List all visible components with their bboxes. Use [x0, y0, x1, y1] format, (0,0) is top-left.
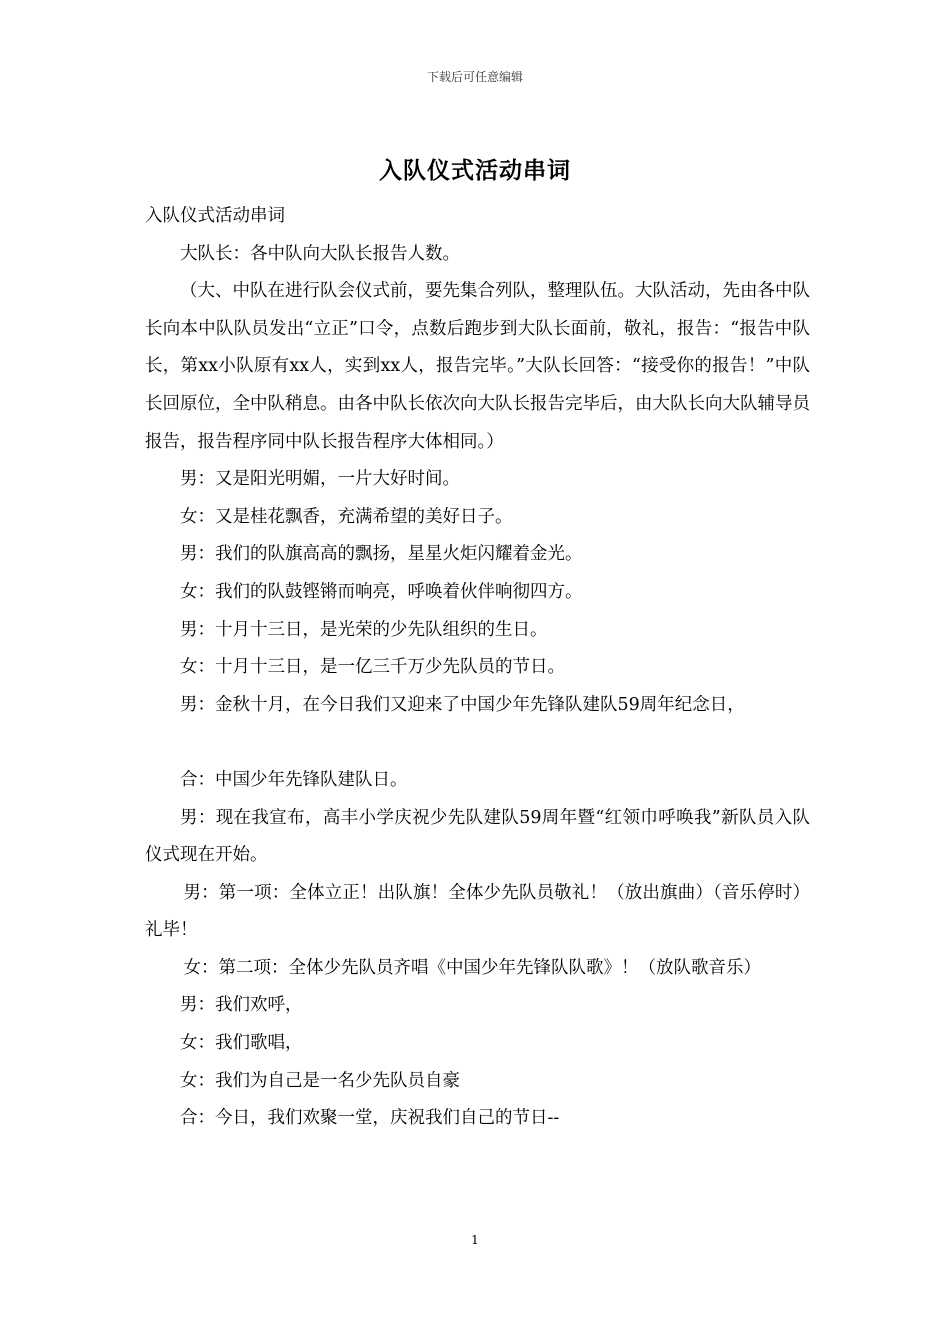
- paragraph: 合：中国少年先锋队建队日。: [180, 769, 408, 790]
- paragraph: 女：我们的队鼓铿锵而响亮，呼唤着伙伴响彻四方。: [180, 581, 583, 602]
- paragraph: 男：金秋十月，在今日我们又迎来了中国少年先锋队建队59周年纪念日，: [180, 694, 745, 715]
- document-body: [145, 198, 810, 1138]
- document-title: 入队仪式活动串词: [379, 158, 571, 184]
- paragraph: 女：我们为自己是一名少先队员自豪: [180, 1070, 460, 1091]
- paragraph: （大、中队在进行队会仪式前，要先集合列队，整理队伍。大队活动，先由各中队长向本中队队员发出“立正”口令，点数后跑步到大队长面前，敬礼，报告：“报告中队长，第xx小队原有xx人，实到xx人，报告完毕。”大队长回答：“接受你的报告！”中队长回原位，全中队稍息。由各中队长依次向大队长报告完毕后，由大队长向大队辅导员报告，报告程序同中队长报告程序大体相同。）: [145, 281, 810, 452]
- paragraph: 女：又是桂花飘香，充满希望的美好日子。: [180, 506, 513, 527]
- paragraph: 男：又是阳光明媚，一片大好时间。: [180, 469, 460, 490]
- paragraph: 男：我们欢呼，: [180, 995, 303, 1016]
- paragraph: 男：第一项：全体立正！出队旗！全体少先队员敬礼！（放出旗曲）（音乐停时）礼毕！: [145, 882, 810, 941]
- paragraph: 大队长：各中队向大队长报告人数。: [180, 243, 460, 264]
- paragraph: 女：我们歌唱，: [180, 1033, 303, 1054]
- subtitle-paragraph: 入队仪式活动串词: [145, 206, 285, 226]
- header-note: 下载后可任意编辑: [426, 70, 523, 84]
- blank-line: [145, 724, 810, 762]
- paragraph: 女：第二项：全体少先队员齐唱《中国少年先锋队队歌》！（放队歌音乐）: [183, 957, 761, 978]
- paragraph: 男：我们的队旗高高的飘扬，星星火炬闪耀着金光。: [180, 544, 583, 565]
- paragraph: 男：现在我宣布，高丰小学庆祝少先队建队59周年暨“红领巾呼唤我”新队员入队仪式现在开始。: [145, 807, 810, 866]
- paragraph: 合：今日，我们欢聚一堂，庆祝我们自己的节日--: [180, 1108, 560, 1129]
- paragraph: 女：十月十三日，是一亿三千万少先队员的节日。: [180, 657, 565, 678]
- paragraph: 男：十月十三日，是光荣的少先队组织的生日。: [180, 619, 548, 640]
- page-number: 1: [471, 1233, 479, 1247]
